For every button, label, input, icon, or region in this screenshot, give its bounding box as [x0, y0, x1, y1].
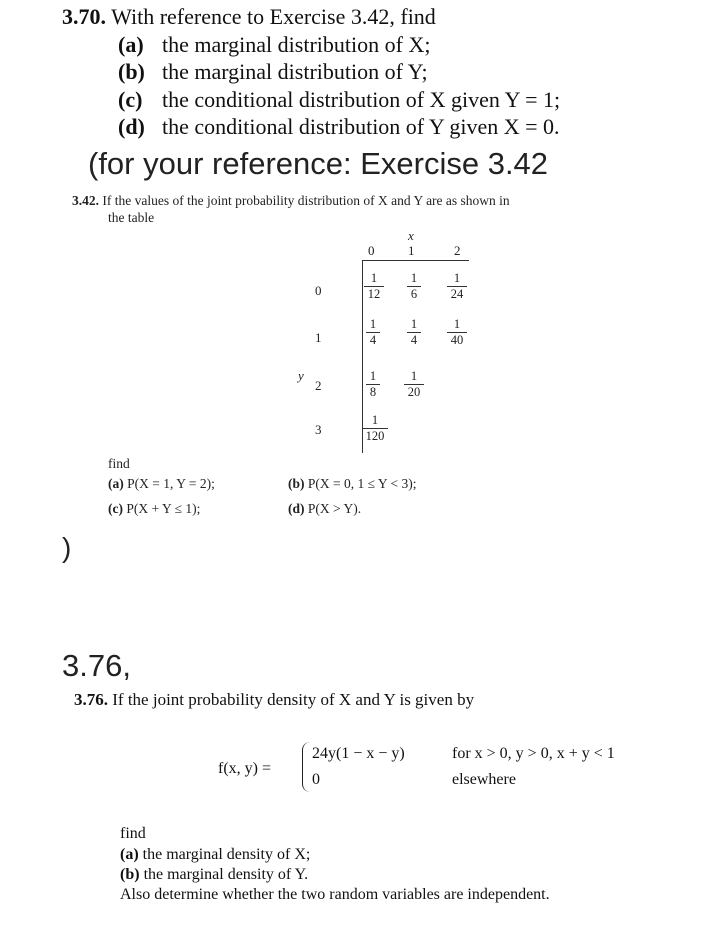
exercise-376-find: find [120, 825, 146, 842]
part-label: (a) [120, 846, 139, 863]
exercise-342-line2: the table [108, 210, 155, 225]
closing-parenthesis: ) [62, 532, 72, 563]
case2-condition: elsewhere [452, 771, 516, 788]
exercise-342-find: find [108, 456, 130, 471]
reference-note: (for your reference: Exercise 3.42 [88, 146, 549, 181]
part-text: the marginal density of X; [142, 846, 311, 863]
exercise-376-part-a [120, 846, 310, 864]
exercise-342-line1: If the values of the joint probability distribution of X and Y are as shown in [102, 193, 510, 208]
part-text: P(X + Y ≤ 1); [126, 501, 201, 516]
cell-y0-x0: 1 12 [364, 272, 384, 301]
exercise-370-part-b [118, 59, 428, 85]
part-label: (d) [118, 114, 145, 139]
part-text: the marginal distribution of Y; [162, 59, 428, 84]
exercise-376-intro: If the joint probability density of X and Y is given by [112, 690, 475, 709]
x-value-0: 0 [368, 243, 375, 258]
y-value-3: 3 [315, 422, 322, 437]
cell-y1-x2: 1 40 [447, 318, 467, 347]
x-axis-label: x [408, 228, 414, 243]
part-label: (d) [288, 501, 305, 516]
exercise-370-part-d [118, 114, 560, 140]
part-text: the marginal density of Y. [143, 866, 309, 883]
exercise-376-number: 3.76. [74, 690, 108, 709]
part-text: the conditional distribution of X given Y = 1; [162, 87, 561, 112]
cell-y3-x0: 1 120 [362, 414, 388, 443]
part-label: (c) [118, 87, 143, 112]
exercise-342-part-a [108, 476, 215, 492]
part-text: P(X > Y). [307, 501, 362, 516]
part-label: (a) [108, 476, 124, 491]
exercise-376-heading: 3.76, [62, 648, 131, 683]
case1-condition: for x > 0, y > 0, x + y < 1 [452, 745, 615, 762]
y-value-2: 2 [315, 378, 322, 393]
cell-y0-x1: 1 6 [407, 272, 421, 301]
case2-expression: 0 [312, 771, 320, 788]
x-value-1: 1 [408, 243, 415, 258]
part-label: (c) [108, 501, 123, 516]
exercise-342-part-d [288, 501, 361, 517]
y-axis-label: y [298, 368, 304, 383]
part-text: the conditional distribution of Y given X = 0. [162, 114, 560, 139]
cell-y2-x1: 1 20 [404, 370, 424, 399]
part-label: (a) [118, 32, 144, 57]
exercise-342-number: 3.42. [72, 193, 99, 208]
exercise-376-statement [74, 690, 474, 710]
part-label: (b) [120, 866, 140, 883]
cell-y1-x0: 1 4 [366, 318, 380, 347]
y-value-0: 0 [315, 283, 322, 298]
exercise-370-number: 3.70. [62, 4, 106, 29]
part-text: P(X = 0, 1 ≤ Y < 3); [307, 476, 417, 491]
part-text: the marginal distribution of X; [162, 32, 431, 57]
exercise-376-part-b [120, 866, 308, 884]
exercise-342-part-b [288, 476, 417, 492]
part-label: (b) [288, 476, 305, 491]
cell-y2-x0: 1 8 [366, 370, 380, 399]
exercise-370-part-c [118, 87, 560, 113]
cell-y0-x2: 1 24 [447, 272, 467, 301]
cell-y1-x1: 1 4 [407, 318, 421, 347]
y-value-1: 1 [315, 330, 322, 345]
exercise-370-intro-text: With reference to Exercise 3.42, find [111, 4, 436, 29]
case1-expression: 24y(1 − x − y) [312, 745, 405, 762]
exercise-376-closing: Also determine whether the two random variables are independent. [120, 886, 550, 903]
density-function-label: f(x, y) = [218, 760, 272, 777]
part-text: P(X = 1, Y = 2); [127, 476, 215, 491]
exercise-342-statement [72, 192, 510, 226]
x-value-2: 2 [454, 243, 461, 258]
exercise-342-part-c [108, 501, 200, 517]
exercise-370-intro [62, 4, 436, 30]
part-label: (b) [118, 59, 145, 84]
exercise-370-part-a [118, 32, 430, 58]
